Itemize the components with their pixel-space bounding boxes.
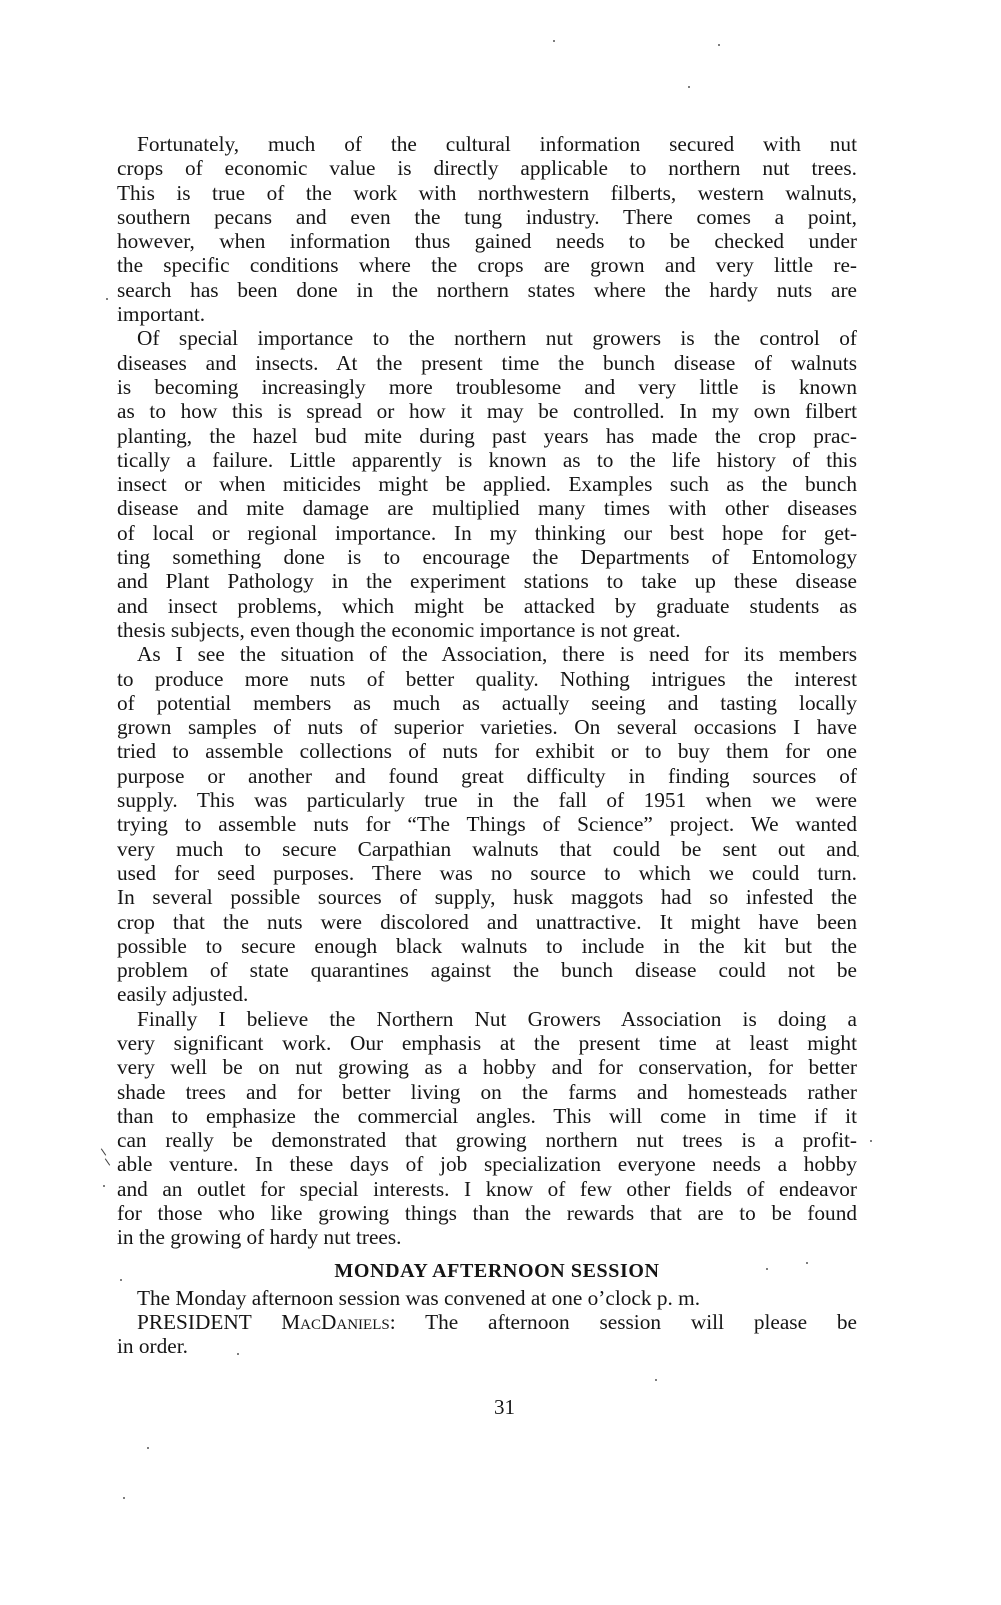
paragraph-special-importance	[117, 326, 857, 642]
text-line: planting, the hazel bud mite during past years has made the crop prac-	[117, 423, 857, 448]
scan-speck	[147, 1447, 149, 1449]
text-line: and Plant Pathology in the experiment stations to take up these disease	[117, 569, 857, 594]
text-line: as to how this is spread or how it may be controlled. In my own filbert	[117, 399, 857, 424]
text-line: of potential members as much as actually seeing and tasting locally	[117, 690, 857, 715]
text-line: tically a failure. Little apparently is known as to the life history of this	[117, 447, 857, 472]
text-line: diseases and insects. At the present time the bunch disease of walnuts	[117, 350, 857, 375]
text-line: very significant work. Our emphasis at the present time at least might	[117, 1030, 857, 1055]
scan-speck	[655, 1379, 657, 1381]
scan-mark	[105, 1158, 110, 1165]
text-line: Of special importance to the northern nut growers is the control of	[137, 326, 857, 351]
scan-speck	[553, 40, 555, 42]
scan-speck	[120, 1279, 122, 1281]
text-line: Finally I believe the Northern Nut Growers Association is doing a	[137, 1006, 857, 1031]
text-column	[117, 132, 857, 1359]
scan-speck	[688, 86, 690, 88]
text-line: In several possible sources of supply, husk maggots had so infested the	[117, 885, 857, 910]
page-number: 31	[494, 1395, 515, 1419]
paragraph-convened	[117, 1286, 857, 1310]
paragraph-association-situation	[117, 642, 857, 1006]
text-line: ting something done is to encourage the Departments of Entomology	[117, 545, 857, 570]
text-line: can really be demonstrated that growing northern nut trees is a profit-	[117, 1128, 857, 1153]
paragraph-president-remark	[117, 1310, 857, 1359]
text-line: disease and mite damage are multiplied many times with other diseases	[117, 496, 857, 521]
scan-speck	[806, 1262, 808, 1264]
scan-speck	[766, 1268, 768, 1270]
speaker-remark: The afternoon session will please be	[395, 1309, 857, 1334]
text-line: grown samples of nuts of superior varieties. On several occasions I have	[117, 715, 857, 740]
text-line: purpose or another and found great difficulty in finding sources of	[117, 763, 857, 788]
text-line: Fortunately, much of the cultural information secured with nut	[137, 132, 857, 156]
text-line: search has been done in the northern states where the hardy nuts are	[117, 277, 857, 302]
text-line: in the growing of hardy nut trees.	[117, 1225, 402, 1250]
text-line: than to emphasize the commercial angles. This will come in time if it	[117, 1103, 857, 1128]
text-line: easily adjusted.	[117, 982, 249, 1007]
speaker-name: MacDaniels	[281, 1309, 390, 1334]
paragraph-finally	[117, 1007, 857, 1250]
text-line: As I see the situation of the Association, there is need for its members	[137, 642, 857, 667]
scan-speck	[123, 1497, 125, 1499]
text-line: of local or regional importance. In my thinking our best hope for get-	[117, 520, 857, 545]
text-line: crop that the nuts were discolored and unattractive. It might have been	[117, 909, 857, 934]
text-line: very well be on nut growing as a hobby and for conservation, for better	[117, 1055, 857, 1080]
text-line: and insect problems, which might be attacked by graduate students as	[117, 593, 857, 618]
text-line: to produce more nuts of better quality. Nothing intrigues the interest	[117, 666, 857, 691]
text-line: The Monday afternoon session was convened at one o’clock p. m.	[137, 1285, 701, 1310]
text-line: thesis subjects, even though the economic importance is not great.	[117, 617, 681, 642]
section-heading: MONDAY AFTERNOON SESSION	[334, 1259, 660, 1282]
scan-speck	[103, 1185, 105, 1187]
text-line: able venture. In these days of job specialization everyone needs a hobby	[117, 1152, 857, 1177]
text-line: trying to assemble nuts for “The Things of Science” project. We wanted	[117, 812, 857, 837]
text-line: and an outlet for special interests. I know of few other fields of endeavor	[117, 1176, 857, 1201]
text-line: insect or when miticides might be applied. Examples such as the bunch	[117, 472, 857, 497]
scan-speck	[870, 1140, 872, 1142]
text-line: is becoming increasingly more troublesome and very little is known	[117, 374, 857, 399]
text-line: This is true of the work with northwestern filberts, western walnuts,	[117, 180, 857, 205]
text-line: however, when information thus gained needs to be checked under	[117, 229, 857, 254]
text-line: supply. This was particularly true in the fall of 1951 when we were	[117, 788, 857, 813]
scan-speck	[106, 298, 108, 300]
speaker-title: PRESIDENT	[137, 1309, 252, 1334]
text-line: important.	[117, 302, 206, 327]
scan-mark	[101, 1148, 106, 1155]
speaker-colon: :	[389, 1309, 396, 1334]
text-line: possible to secure enough black walnuts to include in the kit but the	[117, 933, 857, 958]
text-line: for those who like growing things than the rewards that are to be found	[117, 1201, 857, 1226]
text-line: southern pecans and even the tung industry. There comes a point,	[117, 204, 857, 229]
text-line: shade trees and for better living on the farms and homesteads rather	[117, 1079, 857, 1104]
text-line: tried to assemble collections of nuts for exhibit or to buy them for one	[117, 739, 857, 764]
text-line: very much to secure Carpathian walnuts that could be sent out and	[117, 836, 857, 861]
text-line: crops of economic value is directly applicable to northern nut trees.	[117, 156, 857, 181]
scan-speck	[237, 1353, 239, 1355]
scan-speck	[718, 44, 720, 46]
paragraph-fortunately	[117, 132, 857, 326]
text-line: the specific conditions where the crops are grown and very little re-	[117, 253, 857, 278]
text-line: problem of state quarantines against the bunch disease could not be	[117, 958, 857, 983]
text-line: in order.	[117, 1334, 188, 1359]
text-line: used for seed purposes. There was no source to which we could turn.	[117, 860, 857, 885]
text-line	[117, 1310, 857, 1334]
scan-speck	[857, 855, 859, 857]
